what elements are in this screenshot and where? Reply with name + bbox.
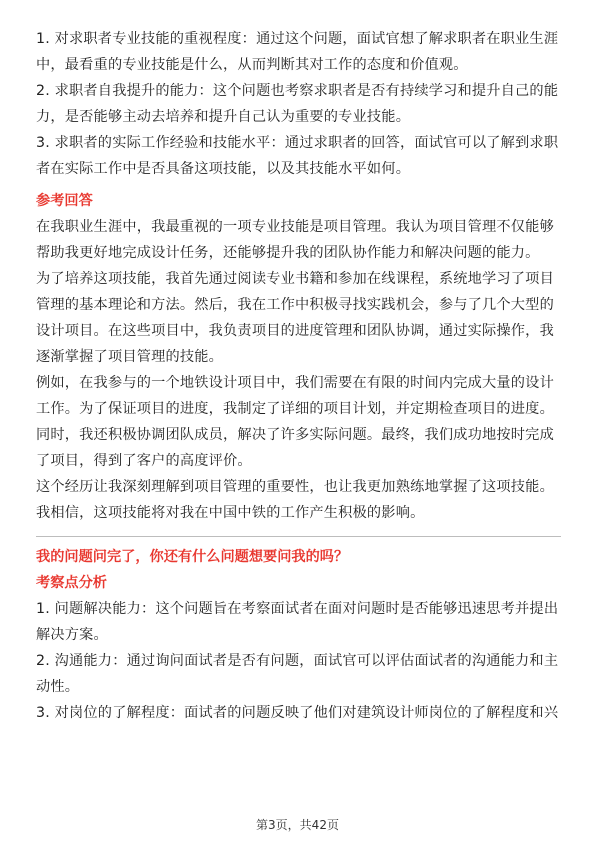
document-page	[36, 26, 561, 726]
answer-line: 管理的基本理论和方法。然后，我在工作中积极寻找实践机会，参与了几个大型的	[36, 297, 554, 313]
answer-line: 例如，在我参与的一个地铁设计项目中，我们需要在有限的时间内完成大量的设计	[36, 375, 554, 391]
analysis-line: 3. 对岗位的了解程度：面试者的问题反映了他们对建筑设计师岗位的了解程度和兴	[36, 705, 559, 721]
analysis-line: 2. 沟通能力：通过询问面试者是否有问题，面试官可以评估面试者的沟通能力和主	[36, 653, 559, 669]
question-heading: 我的问题问完了，你还有什么问题想要问我的吗？	[36, 549, 349, 565]
intro-point-line: 力，是否能够主动去培养和提升自己认为重要的专业技能。	[36, 109, 411, 125]
intro-point-line: 2. 求职者自我提升的能力：这个问题也考察求职者是否有持续学习和提升自己的能	[36, 83, 559, 99]
answer-line: 这个经历让我深刻理解到项目管理的重要性，也让我更加熟练地掌握了这项技能。	[36, 479, 554, 495]
answer-line: 同时，我还积极协调团队成员，解决了许多实际问题。最终，我们成功地按时完成	[36, 427, 554, 443]
reference-answer-body	[36, 214, 561, 526]
answer-line: 了项目，得到了客户的高度评价。	[36, 453, 252, 469]
answer-line: 在我职业生涯中，我最重视的一项专业技能是项目管理。我认为项目管理不仅能够	[36, 219, 554, 235]
reference-answer-heading: 参考回答	[36, 193, 93, 209]
answer-line: 逐渐掌握了项目管理的技能。	[36, 349, 224, 365]
analysis-line: 解决方案。	[36, 627, 108, 643]
answer-line: 设计项目。在这些项目中，我负责项目的进度管理和团队协调，通过实际操作，我	[36, 323, 554, 339]
analysis-line: 动性。	[36, 679, 80, 695]
answer-line: 我相信，这项技能将对我在中国中铁的工作产生积极的影响。	[36, 505, 425, 521]
analysis-heading: 考察点分析	[36, 575, 107, 591]
intro-point-line: 者在实际工作中是否具备这项技能，以及其技能水平如何。	[36, 161, 411, 177]
section-divider	[36, 536, 561, 537]
answer-line: 帮助我更好地完成设计任务，还能够提升我的团队协作能力和解决问题的能力。	[36, 245, 540, 261]
analysis-body	[36, 596, 561, 726]
page-number-footer: 第3页，共42页	[256, 818, 339, 832]
analysis-line: 1. 问题解决能力：这个问题旨在考察面试者在面对问题时是否能够迅速思考并提出	[36, 601, 559, 617]
intro-point-line: 1. 对求职者专业技能的重视程度：通过这个问题，面试官想了解求职者在职业生涯	[36, 31, 559, 47]
intro-points	[36, 26, 561, 182]
intro-point-line: 中，最看重的专业技能是什么，从而判断其对工作的态度和价值观。	[36, 57, 468, 73]
answer-line: 为了培养这项技能，我首先通过阅读专业书籍和参加在线课程，系统地学习了项目	[36, 271, 554, 287]
intro-point-line: 3. 求职者的实际工作经验和技能水平：通过求职者的回答，面试官可以了解到求职	[36, 135, 559, 151]
answer-line: 工作。为了保证项目的进度，我制定了详细的项目计划，并定期检查项目的进度。	[36, 401, 554, 417]
